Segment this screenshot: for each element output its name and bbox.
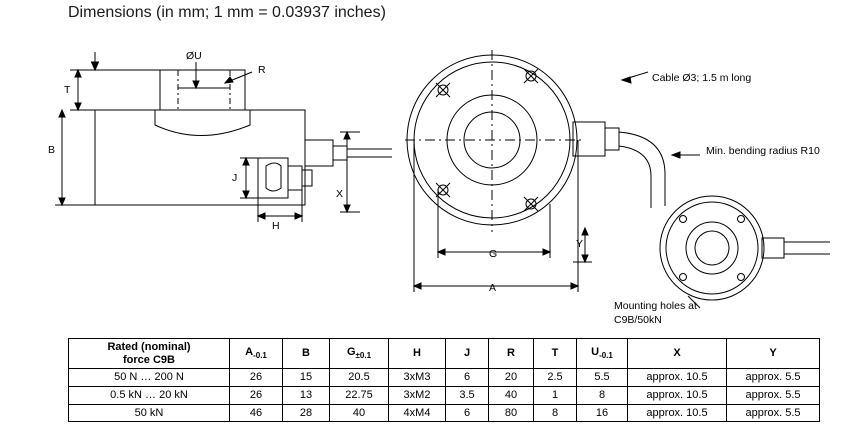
label-cable: Cable Ø3; 1.5 m long — [652, 72, 752, 84]
label-diameter-u: ØU — [186, 50, 202, 62]
cell-a: 26 — [230, 369, 283, 387]
header-u-base: U — [591, 346, 600, 359]
cell-a: 26 — [230, 386, 283, 404]
cell-b: 13 — [283, 386, 330, 404]
table-row — [69, 369, 820, 387]
cell-j: 3.5 — [446, 386, 489, 404]
cell-y: approx. 5.5 — [727, 369, 820, 387]
label-g: G — [489, 248, 498, 260]
header-b: B — [283, 339, 330, 369]
table-row — [69, 404, 820, 422]
cell-h: 3xM2 — [389, 386, 446, 404]
header-u-sub: -0.1 — [599, 351, 613, 361]
label-b: B — [48, 144, 56, 156]
cell-u: 8 — [577, 386, 628, 404]
header-g-sub: ±0.1 — [355, 351, 372, 361]
header-g — [330, 339, 389, 369]
header-a-base: A — [245, 346, 254, 359]
cell-t: 8 — [534, 404, 577, 422]
label-bending-radius: Min. bending radius R10 — [706, 145, 820, 157]
table-row — [69, 386, 820, 404]
label-r: R — [258, 64, 266, 76]
cell-g: 22.75 — [330, 386, 389, 404]
label-mounting-holes-line1: Mounting holes at — [614, 300, 697, 312]
cell-j: 6 — [446, 369, 489, 387]
cell-b: 28 — [283, 404, 330, 422]
header-u — [577, 339, 628, 369]
label-y: Y — [576, 238, 584, 250]
cell-y: approx. 5.5 — [727, 404, 820, 422]
cell-x: approx. 10.5 — [628, 386, 727, 404]
cell-y: approx. 5.5 — [727, 386, 820, 404]
cell-u: 5.5 — [577, 369, 628, 387]
label-x: X — [336, 188, 344, 200]
cell-r: 80 — [489, 404, 534, 422]
dimensions-table — [68, 338, 820, 422]
page-title: Dimensions (in mm; 1 mm = 0.03937 inches) — [68, 4, 386, 21]
label-a: A — [489, 282, 497, 294]
cell-u: 16 — [577, 404, 628, 422]
header-j: J — [446, 339, 489, 369]
cell-b: 15 — [283, 369, 330, 387]
header-t: T — [534, 339, 577, 369]
cell-t: 1 — [534, 386, 577, 404]
header-h: H — [389, 339, 446, 369]
cell-force: 50 N … 200 N — [69, 369, 230, 387]
header-force — [69, 339, 230, 369]
cell-a: 46 — [230, 404, 283, 422]
cell-g: 20.5 — [330, 369, 389, 387]
table-header-row — [69, 339, 820, 369]
header-a — [230, 339, 283, 369]
cell-force: 50 kN — [69, 404, 230, 422]
header-g-base: G — [346, 346, 356, 359]
cell-t: 2.5 — [534, 369, 577, 387]
header-x: X — [628, 339, 727, 369]
header-r: R — [489, 339, 534, 369]
label-t: T — [64, 84, 71, 96]
cell-j: 6 — [446, 404, 489, 422]
header-force-line1: Rated (nominal) — [107, 341, 191, 353]
cell-force: 0.5 kN … 20 kN — [69, 386, 230, 404]
cell-r: 20 — [489, 369, 534, 387]
cell-g: 40 — [330, 404, 389, 422]
cell-h: 3xM3 — [389, 369, 446, 387]
header-y: Y — [727, 339, 820, 369]
header-a-sub: -0.1 — [253, 351, 267, 361]
header-force-line2: force C9B — [123, 353, 175, 366]
cell-r: 40 — [489, 386, 534, 404]
cell-x: approx. 10.5 — [628, 369, 727, 387]
cell-x: approx. 10.5 — [628, 404, 727, 422]
label-j: J — [232, 172, 238, 184]
label-h: H — [272, 220, 280, 232]
cell-h: 4xM4 — [389, 404, 446, 422]
label-mounting-holes-line2: C9B/50kN — [614, 314, 662, 326]
